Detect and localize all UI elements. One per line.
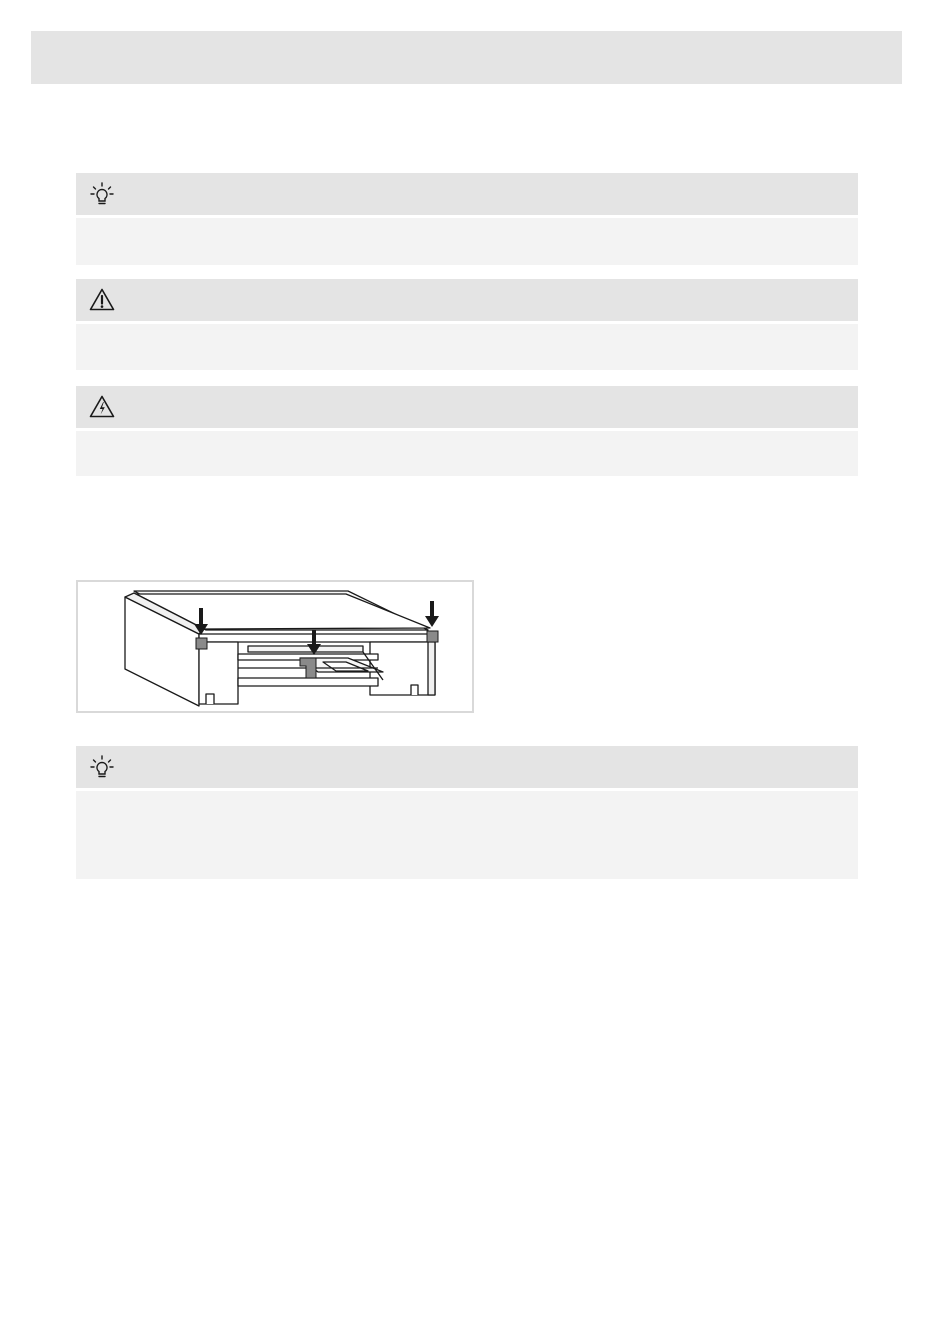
tip-note-header <box>76 173 858 215</box>
shelf-insert-figure <box>76 580 474 713</box>
warning-note-header <box>76 279 858 321</box>
warning-note-body <box>76 324 858 370</box>
tip-note-2 <box>76 746 858 879</box>
electric-hazard-note-header <box>76 386 858 428</box>
warning-triangle-icon <box>88 286 116 314</box>
lightbulb-icon <box>88 180 116 208</box>
shelf-insert-illustration <box>78 582 472 711</box>
page-header-band <box>31 31 902 84</box>
electric-hazard-icon <box>88 393 116 421</box>
warning-note <box>76 279 858 370</box>
tip-note-2-header <box>76 746 858 788</box>
lightbulb-icon <box>88 753 116 781</box>
tip-note-2-body <box>76 791 858 879</box>
tip-note <box>76 173 858 265</box>
electric-hazard-note-body <box>76 431 858 476</box>
electric-hazard-note <box>76 386 858 476</box>
tip-note-body <box>76 218 858 265</box>
